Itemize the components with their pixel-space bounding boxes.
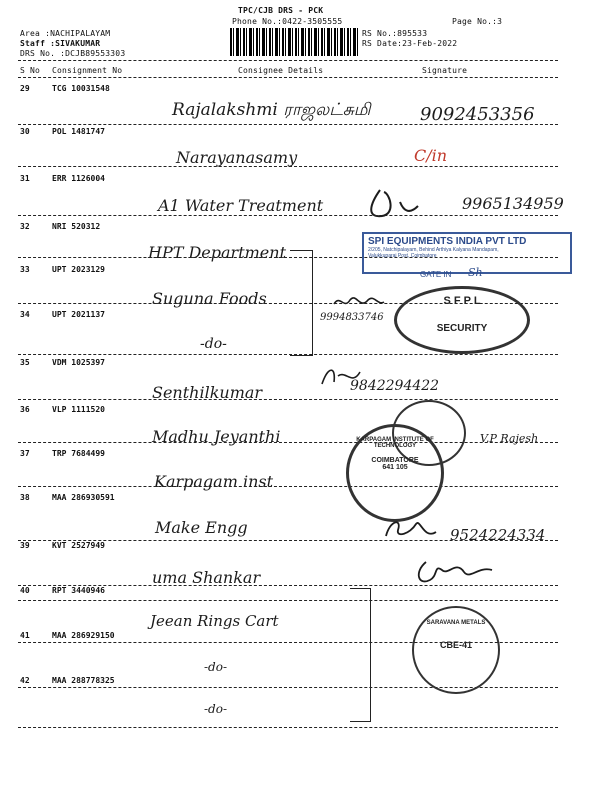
signature-note: C/in	[414, 146, 448, 165]
document-title: TPC/CJB DRS - PCK	[238, 6, 324, 15]
consignee-handwritten: Suguna Foods	[152, 289, 267, 308]
consignee-handwritten: Senthilkumar	[152, 383, 263, 402]
row-consignment: MAA 288778325	[52, 676, 115, 685]
consignee-handwritten: Madhu Jeyanthi	[152, 427, 281, 446]
divider	[18, 215, 558, 216]
row-sno: 29	[20, 84, 30, 93]
phone-number: Phone No.:0422-3505555	[232, 17, 343, 26]
gate-in-label: GATE IN	[420, 270, 452, 279]
row-consignment: NRI 520312	[52, 222, 101, 231]
column-consignee: Consignee Details	[238, 66, 324, 75]
row-consignment: TCG 10031548	[52, 84, 110, 93]
rs-number: RS No.:895533	[362, 29, 428, 38]
group-bracket	[350, 588, 371, 722]
seal-top: S F P L	[443, 295, 481, 307]
stamp-address: Valukkuparai Post, Coimbatore	[368, 253, 437, 259]
column-sno: S No	[20, 66, 41, 75]
stamp-address: 2/205, Natchipalayam, Behind Arthiya Kalyana Mandapam,	[368, 247, 499, 253]
drs-number: DRS No. :DCJB89553303	[20, 49, 126, 58]
column-signature: Signature	[422, 66, 468, 75]
signature-note: 9842294422	[350, 378, 440, 394]
divider	[18, 399, 558, 400]
row-consignment: POL 1481747	[52, 127, 105, 136]
consignee-handwritten: -do-	[200, 336, 227, 352]
consignee-handwritten: Narayanasamy	[176, 148, 298, 167]
divider	[18, 442, 558, 443]
divider	[18, 600, 558, 601]
row-sno: 40	[20, 586, 30, 595]
barcode	[230, 28, 358, 56]
row-sno: 32	[20, 222, 30, 231]
group-bracket	[290, 250, 313, 356]
signature-note: 9092453356	[420, 104, 535, 125]
security-seal	[394, 286, 530, 354]
seal-city: COIMBATORE	[371, 457, 419, 464]
seal-short: CBE-41	[439, 640, 472, 650]
row-consignment: KVT 2527949	[52, 541, 105, 550]
signature-scribble	[412, 556, 500, 588]
consignee-handwritten: A1 Water Treatment	[158, 196, 324, 215]
divider	[18, 354, 558, 355]
stamp-name: SPI EQUIPMENTS INDIA PVT LTD	[368, 236, 527, 247]
signature-scribble	[360, 184, 440, 224]
consignee-handwritten: -do-	[204, 660, 228, 674]
row-sno: 34	[20, 310, 30, 319]
row-sno: 42	[20, 676, 30, 685]
row-sno: 41	[20, 631, 30, 640]
row-sno: 30	[20, 127, 30, 136]
divider	[18, 124, 558, 125]
row-consignment: ERR 1126004	[52, 174, 105, 183]
row-consignment: VDM 1025397	[52, 358, 105, 367]
consignee-handwritten: -do-	[204, 702, 228, 716]
row-consignment: RPT 3440946	[52, 586, 105, 595]
company-seal	[412, 606, 500, 694]
row-consignment: VLP 1111520	[52, 405, 105, 414]
divider	[18, 486, 558, 487]
signature-note: 9524224334	[450, 526, 546, 544]
row-sno: 38	[20, 493, 30, 502]
signature-scribble	[330, 290, 386, 314]
consignee-handwritten: HPT Department	[148, 243, 287, 262]
signature-note: V.P Rajesh	[480, 432, 539, 445]
signature-note: 9965134959	[462, 194, 564, 213]
row-sno: 36	[20, 405, 30, 414]
divider	[18, 166, 558, 167]
seal-pin: 641 105	[382, 464, 408, 471]
consignee-handwritten: Make Engg	[155, 518, 248, 537]
consignee-handwritten: Karpagam inst	[154, 472, 274, 491]
consignee-handwritten: uma Shankar	[152, 568, 261, 587]
seal-name: SARAVANA METALS	[426, 620, 486, 626]
gate-signature: Sh	[468, 266, 483, 279]
area-label: Area :NACHIPALAYAM	[20, 29, 111, 38]
row-sno: 39	[20, 541, 30, 550]
row-consignment: MAA 286929150	[52, 631, 115, 640]
seal-bottom: SECURITY	[436, 323, 488, 334]
row-consignment: MAA 286930591	[52, 493, 115, 502]
row-sno: 31	[20, 174, 30, 183]
consignee-handwritten: Jeean Rings Cart	[150, 612, 279, 630]
divider	[18, 60, 558, 61]
institute-seal	[346, 424, 444, 522]
company-stamp	[362, 232, 572, 274]
signature-note: 9994833746	[320, 312, 384, 323]
divider	[18, 77, 558, 78]
row-consignment: UPT 2021137	[52, 310, 105, 319]
row-sno: 33	[20, 265, 30, 274]
row-sno: 35	[20, 358, 30, 367]
seal-name: KARPAGAM INSTITUTE OF TECHNOLOGY	[356, 437, 434, 449]
staff-label: Staff :SIVAKUMAR	[20, 39, 101, 48]
page-number: Page No.:3	[452, 17, 503, 26]
consignee-handwritten: Rajalakshmi ராஜலட்சுமி	[172, 100, 371, 120]
row-sno: 37	[20, 449, 30, 458]
column-consignment: Consignment No	[52, 66, 123, 75]
row-consignment: UPT 2023129	[52, 265, 105, 274]
divider	[18, 727, 558, 728]
rs-date: RS Date:23-Feb-2022	[362, 39, 458, 48]
row-consignment: TRP 7684499	[52, 449, 105, 458]
